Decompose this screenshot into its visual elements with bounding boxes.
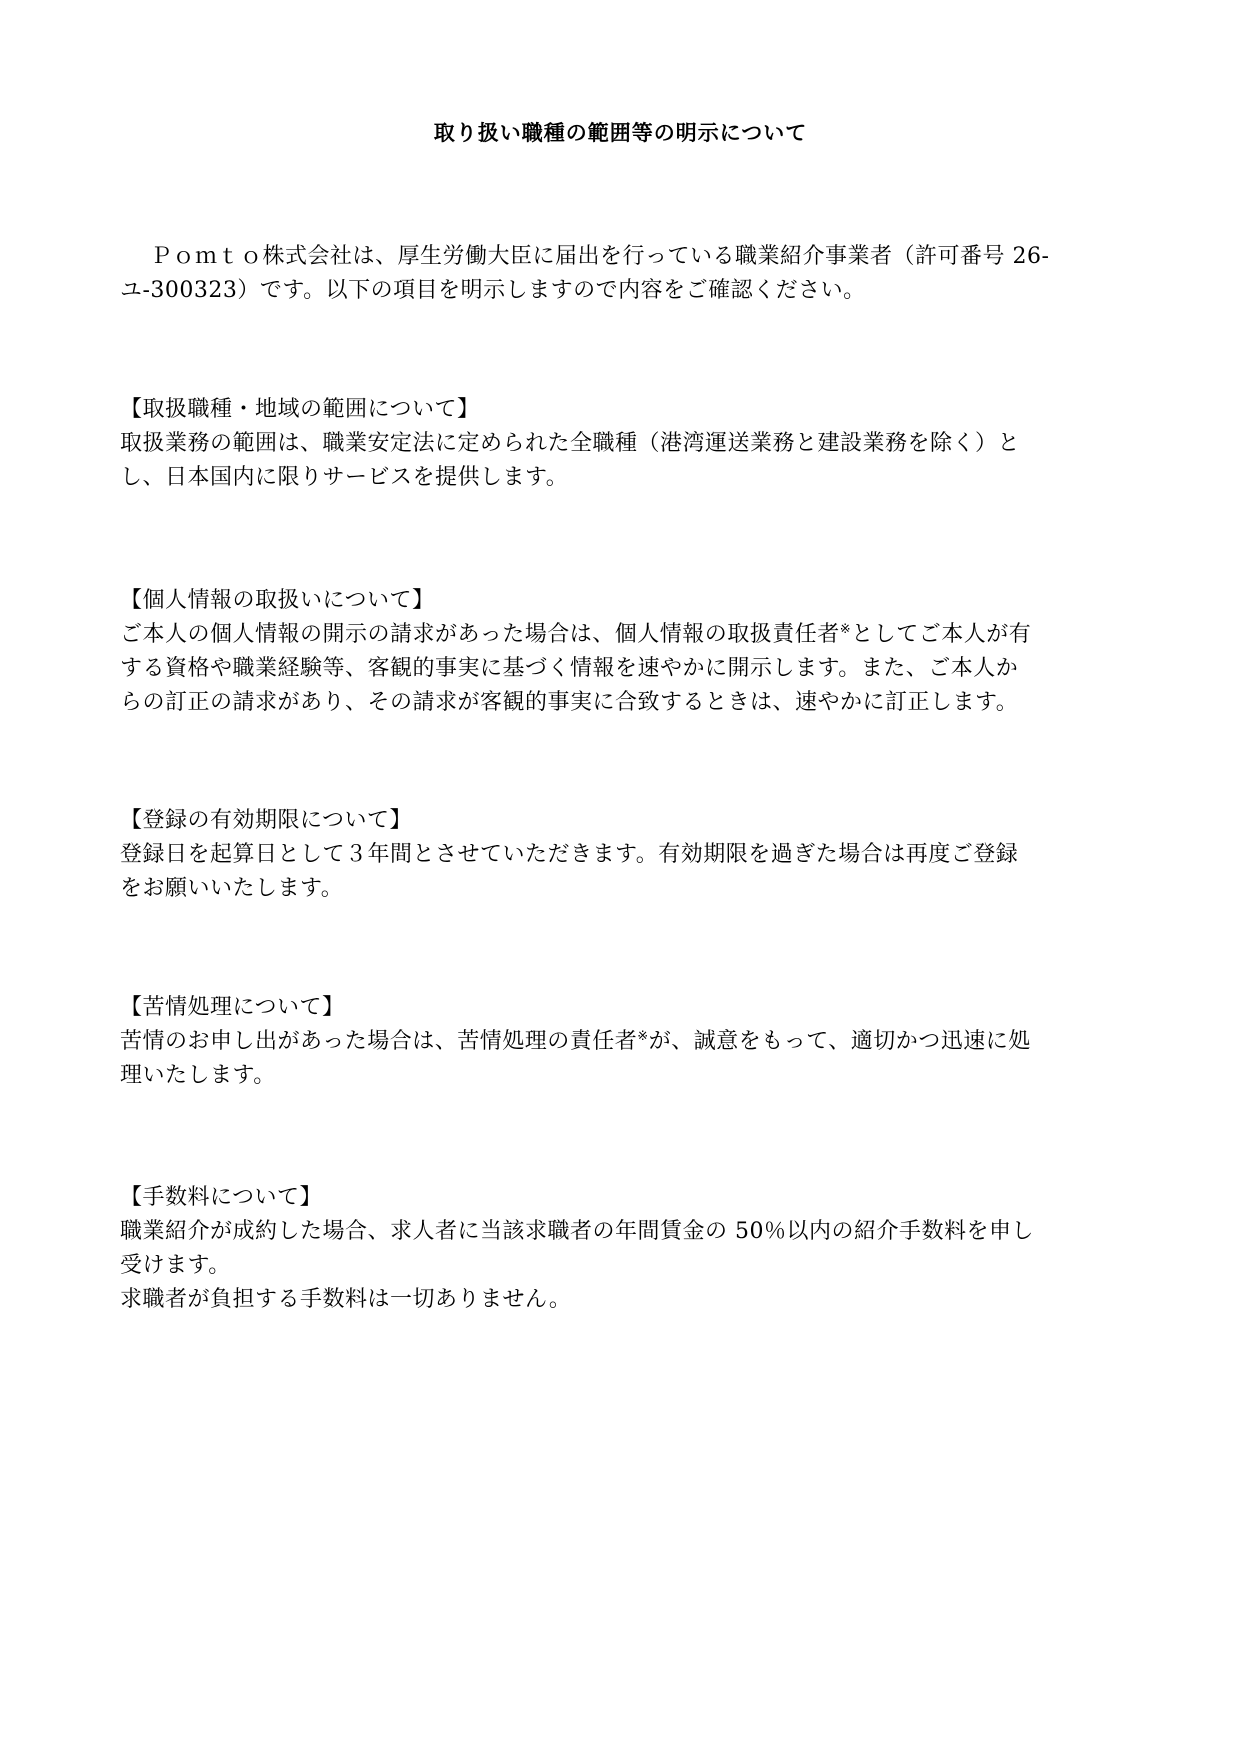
note-mark: ※ [637, 1029, 649, 1044]
section-text-line: をお願いいたします。 [120, 876, 344, 901]
section-heading: 【手数料について】 [120, 1185, 323, 1210]
note-mark: ※ [839, 622, 852, 637]
section-fees [120, 1181, 1120, 1317]
section-heading: 【取扱職種・地域の範囲について】 [120, 397, 480, 422]
section-scope [120, 393, 1120, 495]
intro-line-1 [120, 240, 1120, 274]
section-heading: 【個人情報の取扱いについて】 [120, 588, 435, 613]
section-heading: 【登録の有効期限について】 [120, 808, 413, 833]
section-text-line [120, 618, 1120, 652]
section-text-line: 取扱業務の範囲は、職業安定法に定められた全職種（港湾運送業務と建設業務を除く）と [120, 431, 1021, 456]
page-title: 取り扱い職種の範囲等の明示について [433, 121, 808, 145]
company-name: Ｐｏｍｔｏ [150, 244, 263, 269]
text-segment: が、誠意をもって、適切かつ迅速に処 [648, 1029, 1031, 1054]
section-text-line: 登録日を起算日として３年間とさせていただきます。有効期限を過ぎた場合は再度ご登録 [120, 842, 1019, 867]
section-registration-validity [120, 804, 1120, 906]
intro-paragraph [120, 240, 1120, 308]
section-text-line: し、日本国内に限りサービスを提供します。 [120, 465, 569, 490]
section-text-line: らの訂正の請求があり、その請求が客観的事実に合致するときは、速やかに訂正します。 [120, 690, 1019, 715]
intro-line-1-text: 株式会社は、厚生労働大臣に届出を行っている職業紹介事業者（許可番号 26- [262, 244, 1050, 269]
intro-line-2: ユ-300323）です。以下の項目を明示しますので内容をご確認ください。 [120, 278, 866, 303]
section-text-line: 受けます。 [120, 1253, 231, 1278]
section-text-line: 職業紹介が成約した場合、求人者に当該求職者の年間賃金の 50％以内の紹介手数料を申し [120, 1219, 1034, 1244]
section-text-line: 求職者が負担する手数料は一切ありません。 [120, 1287, 572, 1312]
section-text-line: する資格や職業経験等、客観的事実に基づく情報を速やかに開示します。また、ご本人か [120, 656, 1019, 681]
text-segment: 苦情のお申し出があった場合は、苦情処理の責任者 [120, 1029, 638, 1054]
section-personal-info [120, 584, 1120, 720]
section-text-line [120, 1025, 1120, 1059]
section-complaints [120, 991, 1120, 1093]
section-heading: 【苦情処理について】 [120, 995, 345, 1020]
section-text-line: 理いたします。 [120, 1063, 276, 1088]
text-segment: としてご本人が有 [851, 622, 1032, 647]
text-segment: ご本人の個人情報の開示の請求があった場合は、個人情報の取扱責任者 [120, 622, 840, 647]
